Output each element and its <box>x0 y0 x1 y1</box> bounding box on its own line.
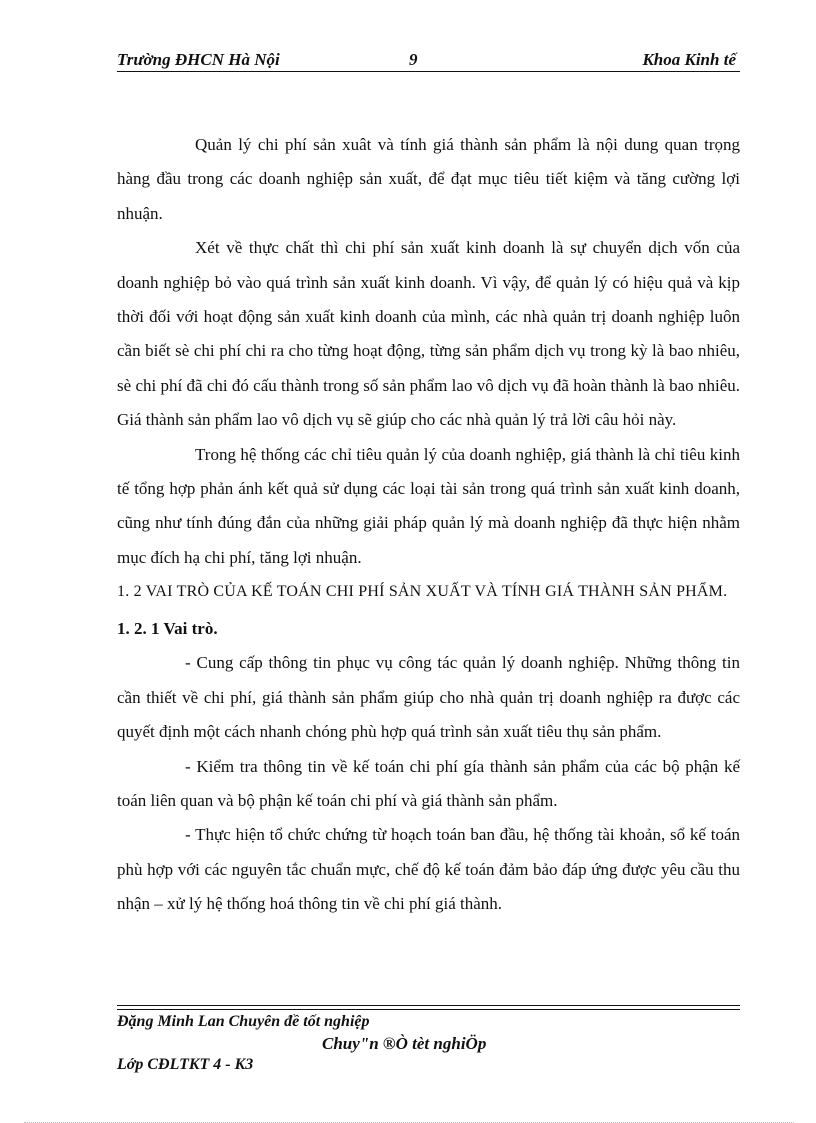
paragraph-3: Trong hệ thống các chỉ tiêu quản lý của doanh nghiệp, giá thành là chỉ tiêu kinh tế tổng hợp phản ánh kết quả sử dụng các loại tài sản trong quá trình sản xuất kinh doanh, cũng như tính đúng đắn của những giải pháp quản lý mà doanh nghiệp đã thực hiện nhằm mục đích hạ chi phí, tăng lợi nhuận. <box>117 444 740 567</box>
paragraph-1: Quản lý chi phí sản xuât và tính giá thành sản phẩm là nội dung quan trọng hàng đầu trong các doanh nghiệp sản xuất, để đạt mục tiêu tiết kiệm và tăng cường lợi nhuận. <box>117 135 740 223</box>
footer-author: Đặng Minh Lan Chuyên đề tốt nghiệp <box>117 1013 370 1030</box>
bullet-2: - Kiểm tra thông tin về kế toán chi phí gía thành sản phẩm của các bộ phận kế toán liên quan và bộ phận kế toán chi phí và giá thành sản phẩm. <box>117 756 740 810</box>
footer-class: Lớp CĐLTKT 4 - K3 <box>117 1056 254 1073</box>
bullet-1: - Cung cấp thông tin phục vụ công tác quản lý doanh nghiệp. Những thông tin cần thiết về chi phí, giá thành sản phẩm giúp cho nhà quản trị doanh nghiệp ra được các quyết định một cách nhanh chóng phù hợp quá trình sản xuất tiêu thụ sản phẩm. <box>117 653 740 742</box>
footer-rule <box>117 1005 740 1006</box>
footer-rule-thin <box>117 1009 740 1010</box>
page-header <box>117 49 740 73</box>
header-rule <box>117 71 740 72</box>
page-number: 9 <box>409 50 418 69</box>
bullet-3: - Thực hiện tổ chức chứng từ hoạch toán ban đầu, hệ thống tài khoản, sổ kế toán phù hợp với các nguyên tắc chuẩn mực, chế độ kế toán đảm bảo đáp ứng được yêu cầu thu nhận – xử lý hệ thống hoá thông tin về chi phí giá thành. <box>117 825 740 914</box>
header-faculty: Khoa Kinh tế <box>642 50 736 69</box>
footer-thesis-label: Chuy"n ®Ò tèt nghiÖp <box>322 1034 487 1053</box>
page-body <box>117 128 740 922</box>
header-school: Trường ĐHCN Hà Nội <box>117 50 280 69</box>
paragraph-2: Xét về thực chất thì chi phí sản xuất kinh doanh là sự chuyển dịch vốn của doanh nghiệp bỏ vào quá trình sản xuất kinh doanh. Vì vậy, để quản lý có hiệu quả và kịp thời đối với hoạt động sản xuất kinh doanh của mình, các nhà quản trị doanh nghiệp luôn cần biết sè chi phí chi ra cho từng hoạt động, từng sản phẩm dịch vụ trong kỳ là bao nhiêu, sè chi phí đã chi đó cấu thành trong số sản phẩm lao vô dịch vụ đã hoàn thành là bao nhiêu. Giá thành sản phẩm lao vô dịch vụ sẽ giúp cho các nhà quản lý trả lời câu hỏi này. <box>117 238 740 430</box>
section-heading: 1. 2 VAI TRÒ CỦA KẾ TOÁN CHI PHÍ SẢN XUẤT VÀ TÍNH GIÁ THÀNH SẢN PHẨM. <box>117 583 728 601</box>
subsection-heading: 1. 2. 1 Vai trò. <box>117 619 218 639</box>
